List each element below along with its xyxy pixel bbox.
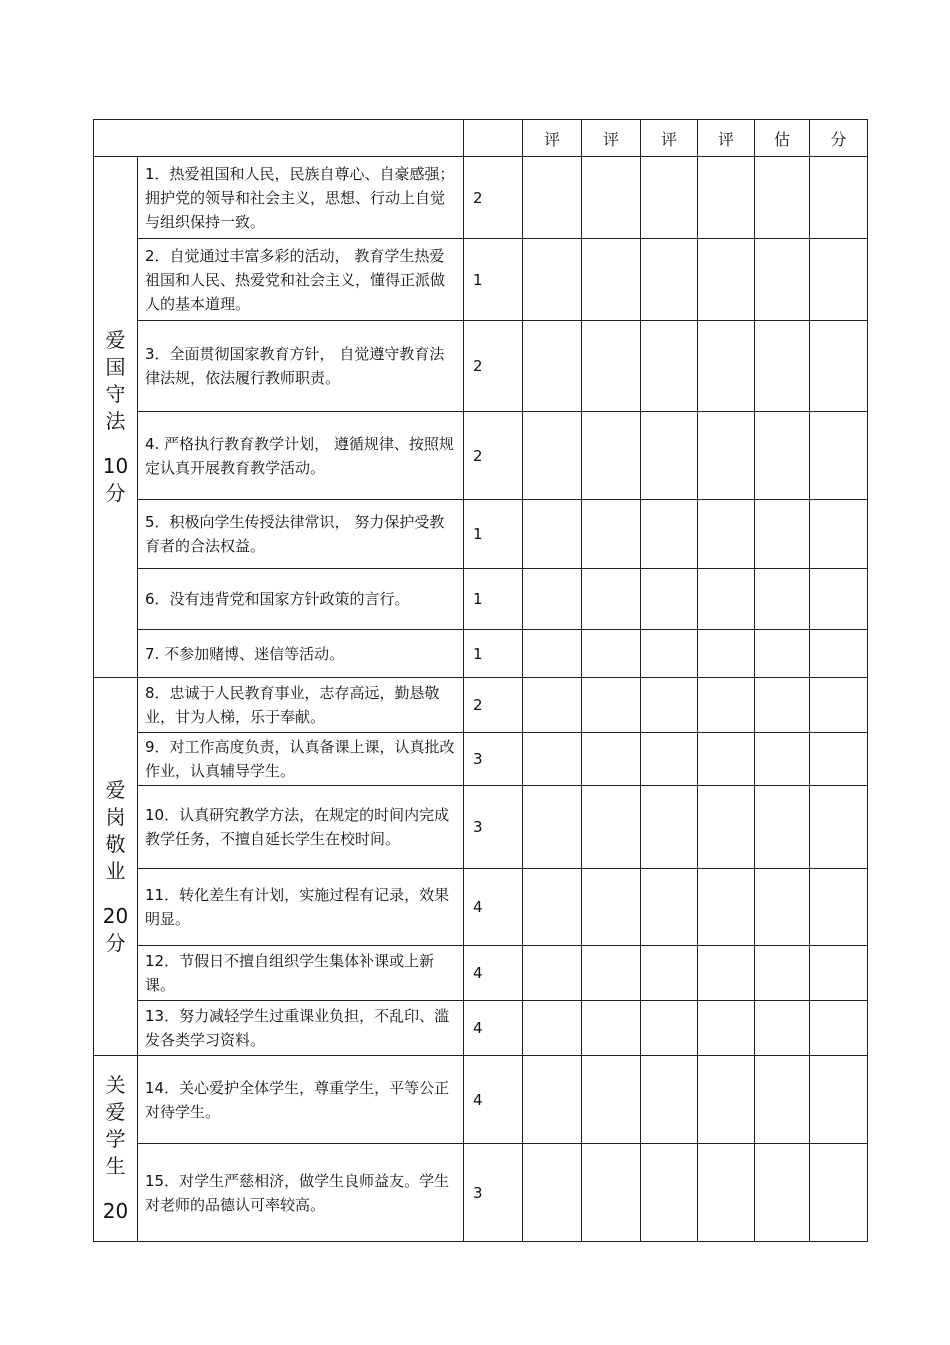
rating-input-cell[interactable] bbox=[810, 1001, 868, 1056]
rating-input-cell[interactable] bbox=[523, 630, 582, 678]
rating-input-cell[interactable] bbox=[698, 678, 755, 733]
rating-input-cell[interactable] bbox=[523, 569, 582, 630]
rating-input-cell[interactable] bbox=[755, 239, 810, 321]
rating-input-cell[interactable] bbox=[582, 869, 641, 946]
table-row bbox=[94, 786, 868, 869]
rating-input-cell[interactable] bbox=[755, 733, 810, 786]
rating-input-cell[interactable] bbox=[523, 678, 582, 733]
rating-input-cell[interactable] bbox=[698, 569, 755, 630]
criterion-points: 2 bbox=[464, 412, 523, 500]
rating-input-cell[interactable] bbox=[810, 239, 868, 321]
rating-input-cell[interactable] bbox=[810, 678, 868, 733]
table-row bbox=[94, 630, 868, 678]
criterion-text: 2．自觉通过丰富多彩的活动， 教育学生热爱祖国和人民、热爱党和社会主义，懂得正派做人的基本道理。 bbox=[138, 239, 464, 321]
criterion-text: 13．努力减轻学生过重课业负担，不乱印、滥发各类学习资料。 bbox=[138, 1001, 464, 1056]
rating-input-cell[interactable] bbox=[523, 239, 582, 321]
rating-input-cell[interactable] bbox=[810, 733, 868, 786]
rating-input-cell[interactable] bbox=[582, 157, 641, 239]
rating-input-cell[interactable] bbox=[523, 157, 582, 239]
header-category-cell bbox=[94, 120, 464, 157]
rating-input-cell[interactable] bbox=[641, 1144, 698, 1242]
rating-input-cell[interactable] bbox=[698, 786, 755, 869]
rating-input-cell[interactable] bbox=[582, 1001, 641, 1056]
rating-input-cell[interactable] bbox=[810, 1056, 868, 1144]
rating-input-cell[interactable] bbox=[698, 239, 755, 321]
rating-input-cell[interactable] bbox=[810, 1144, 868, 1242]
criterion-text: 5．积极向学生传授法律常识， 努力保护受教育者的合法权益。 bbox=[138, 500, 464, 569]
rating-input-cell[interactable] bbox=[582, 412, 641, 500]
rating-input-cell[interactable] bbox=[698, 500, 755, 569]
rating-input-cell[interactable] bbox=[582, 321, 641, 412]
rating-input-cell[interactable] bbox=[810, 412, 868, 500]
rating-input-cell[interactable] bbox=[582, 500, 641, 569]
rating-input-cell[interactable] bbox=[523, 321, 582, 412]
rating-input-cell[interactable] bbox=[641, 412, 698, 500]
table-row bbox=[94, 733, 868, 786]
table-row bbox=[94, 569, 868, 630]
rating-input-cell[interactable] bbox=[582, 630, 641, 678]
header-rating-cell: 评 bbox=[641, 120, 698, 157]
criterion-points: 1 bbox=[464, 500, 523, 569]
rating-input-cell[interactable] bbox=[810, 569, 868, 630]
rating-input-cell[interactable] bbox=[698, 321, 755, 412]
rating-input-cell[interactable] bbox=[698, 1144, 755, 1242]
table-row bbox=[94, 1001, 868, 1056]
criterion-points: 1 bbox=[464, 569, 523, 630]
category-char: 守 bbox=[105, 382, 126, 406]
category-char: 学 bbox=[105, 1127, 126, 1151]
table-row bbox=[94, 1144, 868, 1242]
rating-input-cell[interactable] bbox=[755, 1056, 810, 1144]
rating-input-cell[interactable] bbox=[641, 1001, 698, 1056]
rating-input-cell[interactable] bbox=[523, 412, 582, 500]
criterion-text: 4. 严格执行教育教学计划， 遵循规律、按照规定认真开展教育教学活动。 bbox=[138, 412, 464, 500]
category-char: 法 bbox=[105, 409, 126, 433]
rating-input-cell[interactable] bbox=[810, 500, 868, 569]
table-row bbox=[94, 412, 868, 500]
table-row bbox=[94, 946, 868, 1001]
rating-input-cell[interactable] bbox=[810, 321, 868, 412]
category-char: 爱 bbox=[105, 1100, 126, 1124]
category-char: 生 bbox=[105, 1154, 126, 1178]
rating-input-cell[interactable] bbox=[810, 946, 868, 1001]
table-row bbox=[94, 869, 868, 946]
rating-input-cell[interactable] bbox=[641, 869, 698, 946]
rating-input-cell[interactable] bbox=[641, 569, 698, 630]
rating-input-cell[interactable] bbox=[810, 786, 868, 869]
header-rating-cell: 评 bbox=[582, 120, 641, 157]
criterion-points: 4 bbox=[464, 1001, 523, 1056]
rating-input-cell[interactable] bbox=[582, 239, 641, 321]
rating-input-cell[interactable] bbox=[698, 412, 755, 500]
rating-input-cell[interactable] bbox=[641, 157, 698, 239]
rating-input-cell[interactable] bbox=[755, 946, 810, 1001]
rating-input-cell[interactable] bbox=[810, 157, 868, 239]
category-cell bbox=[94, 157, 138, 678]
category-char: 岗 bbox=[105, 804, 126, 829]
category-score: 10 bbox=[102, 454, 129, 478]
rating-input-cell[interactable] bbox=[523, 869, 582, 946]
criterion-points: 3 bbox=[464, 1144, 523, 1242]
rating-input-cell[interactable] bbox=[582, 786, 641, 869]
rating-input-cell[interactable] bbox=[641, 1056, 698, 1144]
rating-input-cell[interactable] bbox=[641, 500, 698, 569]
header-estimate-cell: 估 bbox=[755, 120, 810, 157]
criterion-points: 1 bbox=[464, 630, 523, 678]
criterion-text: 14．关心爱护全体学生，尊重学生，平等公正对待学生。 bbox=[138, 1056, 464, 1144]
criterion-points: 2 bbox=[464, 321, 523, 412]
table-row bbox=[94, 1056, 868, 1144]
rating-input-cell[interactable] bbox=[641, 630, 698, 678]
rating-input-cell[interactable] bbox=[755, 157, 810, 239]
category-gap bbox=[94, 885, 137, 903]
criterion-text: 1．热爱祖国和人民，民族自尊心、自豪感强；拥护党的领导和社会主义，思想、行动上自觉与组织保持一致。 bbox=[138, 157, 464, 239]
rating-input-cell[interactable] bbox=[698, 946, 755, 1001]
criterion-text: 3．全面贯彻国家教育方针， 自觉遵守教育法律法规，依法履行教师职责。 bbox=[138, 321, 464, 412]
criterion-points: 2 bbox=[464, 678, 523, 733]
rating-input-cell[interactable] bbox=[523, 946, 582, 1001]
rating-input-cell[interactable] bbox=[582, 733, 641, 786]
category-char: 敬 bbox=[105, 831, 126, 856]
rating-input-cell[interactable] bbox=[523, 500, 582, 569]
category-gap bbox=[94, 1180, 137, 1198]
category-score: 20 bbox=[102, 903, 129, 928]
criterion-text: 11．转化差生有计划，实施过程有记录，效果明显。 bbox=[138, 869, 464, 946]
rating-input-cell[interactable] bbox=[755, 500, 810, 569]
rating-input-cell[interactable] bbox=[698, 630, 755, 678]
header-row bbox=[94, 120, 868, 157]
rating-input-cell[interactable] bbox=[810, 630, 868, 678]
criterion-text: 6．没有违背党和国家方针政策的言行。 bbox=[138, 569, 464, 630]
criterion-points: 2 bbox=[464, 157, 523, 239]
criterion-points: 3 bbox=[464, 733, 523, 786]
header-rating-cell: 评 bbox=[523, 120, 582, 157]
rating-input-cell[interactable] bbox=[582, 1144, 641, 1242]
criterion-points: 1 bbox=[464, 239, 523, 321]
rating-input-cell[interactable] bbox=[641, 786, 698, 869]
category-char: 国 bbox=[105, 355, 126, 379]
rating-input-cell[interactable] bbox=[582, 1056, 641, 1144]
rating-input-cell[interactable] bbox=[755, 1001, 810, 1056]
category-score: 分 bbox=[105, 930, 126, 955]
criterion-points: 3 bbox=[464, 786, 523, 869]
category-cell bbox=[94, 678, 138, 1056]
rating-input-cell[interactable] bbox=[755, 569, 810, 630]
rating-input-cell[interactable] bbox=[698, 1001, 755, 1056]
table-row bbox=[94, 500, 868, 569]
rating-input-cell[interactable] bbox=[523, 1144, 582, 1242]
rating-input-cell[interactable] bbox=[755, 869, 810, 946]
rating-input-cell[interactable] bbox=[641, 239, 698, 321]
rating-input-cell[interactable] bbox=[582, 946, 641, 1001]
rating-input-cell[interactable] bbox=[523, 733, 582, 786]
category-gap bbox=[94, 435, 137, 453]
rating-input-cell[interactable] bbox=[755, 1144, 810, 1242]
rating-input-cell[interactable] bbox=[641, 946, 698, 1001]
table-row bbox=[94, 239, 868, 321]
rating-input-cell[interactable] bbox=[755, 321, 810, 412]
criterion-text: 9．对工作高度负责，认真备课上课，认真批改作业，认真辅导学生。 bbox=[138, 733, 464, 786]
rating-input-cell[interactable] bbox=[755, 786, 810, 869]
criterion-points: 4 bbox=[464, 869, 523, 946]
criterion-text: 7. 不参加赌博、迷信等活动。 bbox=[138, 630, 464, 678]
rating-input-cell[interactable] bbox=[641, 321, 698, 412]
rating-input-cell[interactable] bbox=[698, 869, 755, 946]
table-row bbox=[94, 321, 868, 412]
criterion-text: 12．节假日不擅自组织学生集体补课或上新课。 bbox=[138, 946, 464, 1001]
category-score: 20 bbox=[102, 1199, 129, 1223]
rating-input-cell[interactable] bbox=[755, 678, 810, 733]
criterion-points: 4 bbox=[464, 946, 523, 1001]
category-char: 爱 bbox=[105, 328, 126, 352]
category-cell bbox=[94, 1056, 138, 1242]
category-score: 分 bbox=[105, 481, 126, 505]
criterion-text: 15．对学生严慈相济，做学生良师益友。学生对老师的品德认可率较高。 bbox=[138, 1144, 464, 1242]
rating-input-cell[interactable] bbox=[698, 157, 755, 239]
rating-input-cell[interactable] bbox=[698, 1056, 755, 1144]
rating-input-cell[interactable] bbox=[582, 569, 641, 630]
header-rating-cell: 评 bbox=[698, 120, 755, 157]
rating-input-cell[interactable] bbox=[698, 733, 755, 786]
rating-input-cell[interactable] bbox=[582, 678, 641, 733]
rating-input-cell[interactable] bbox=[810, 869, 868, 946]
header-score-cell: 分 bbox=[810, 120, 868, 157]
table-row bbox=[94, 157, 868, 239]
rating-input-cell[interactable] bbox=[523, 786, 582, 869]
rating-input-cell[interactable] bbox=[523, 1056, 582, 1144]
header-points-cell bbox=[464, 120, 523, 157]
evaluation-table bbox=[93, 119, 868, 1242]
criterion-points: 4 bbox=[464, 1056, 523, 1144]
rating-input-cell[interactable] bbox=[641, 733, 698, 786]
criterion-text: 8．忠诚于人民教育事业，志存高远，勤恳敬业，甘为人梯，乐于奉献。 bbox=[138, 678, 464, 733]
rating-input-cell[interactable] bbox=[755, 412, 810, 500]
table-row bbox=[94, 678, 868, 733]
criterion-text: 10．认真研究教学方法，在规定的时间内完成教学任务，不擅自延长学生在校时间。 bbox=[138, 786, 464, 869]
category-char: 关 bbox=[105, 1073, 126, 1097]
rating-input-cell[interactable] bbox=[641, 678, 698, 733]
rating-input-cell[interactable] bbox=[523, 1001, 582, 1056]
category-char: 业 bbox=[105, 858, 126, 883]
rating-input-cell[interactable] bbox=[755, 630, 810, 678]
category-char: 爱 bbox=[105, 777, 126, 802]
